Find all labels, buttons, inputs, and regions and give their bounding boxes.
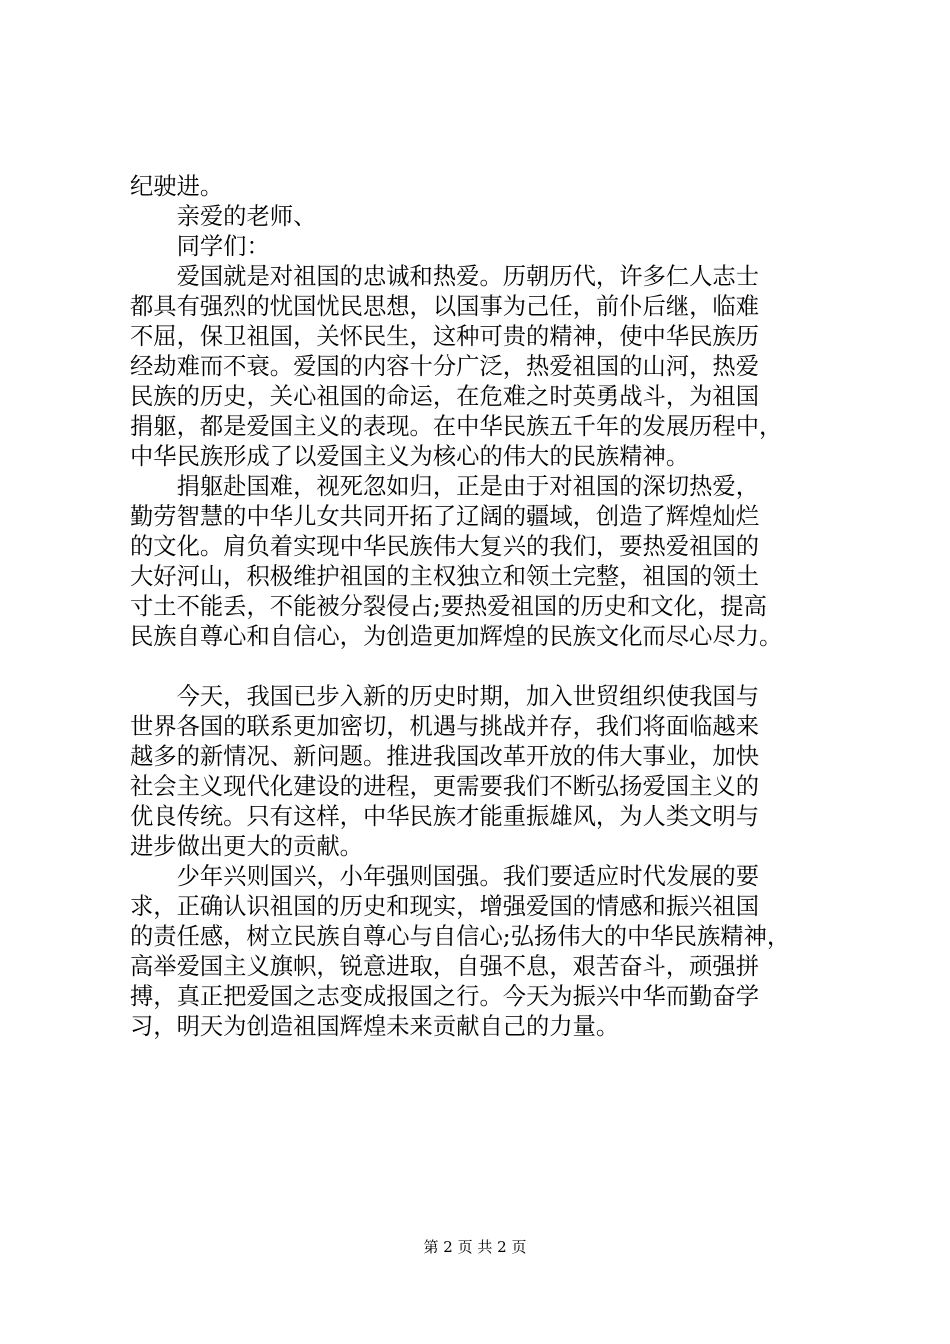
text-line: 捐躯赴国难，视死忽如归，正是由于对祖国的深切热爱， — [130, 473, 760, 500]
text-line: 的文化。肩负着实现中华民族伟大复兴的我们，要热爱祖国的 — [130, 533, 760, 560]
text-line: 中华民族形成了以爱国主义为核心的伟大的民族精神。 — [130, 443, 690, 470]
page-footer: 第 2 页 共 2 页 — [423, 1238, 527, 1256]
text-line: 进步做出更大的贡献。 — [130, 833, 363, 860]
text-line: 的责任感，树立民族自尊心与自信心;弘扬伟大的中华民族精神， — [130, 923, 791, 950]
text-line: 世界各国的联系更加密切，机遇与挑战并存，我们将面临越来 — [130, 713, 760, 740]
text-line: 少年兴则国兴，小年强则国强。我们要适应时代发展的要 — [130, 863, 760, 890]
blank-line — [130, 652, 830, 682]
text-line: 搏，真正把爱国之志变成报国之行。今天为振兴中华而勤奋学 — [130, 983, 760, 1010]
text-line: 捐躯，都是爱国主义的表现。在中华民族五千年的发展历程中， — [130, 413, 783, 440]
text-line: 爱国就是对祖国的忠诚和热爱。历朝历代，许多仁人志士 — [130, 263, 760, 290]
salutation-line: 同学们： — [130, 233, 270, 260]
text-line: 民族自尊心和自信心，为创造更加辉煌的民族文化而尽心尽力。 — [130, 623, 783, 650]
text-line: 习，明天为创造祖国辉煌未来贡献自己的力量。 — [130, 1013, 620, 1040]
text-line: 不屈，保卫祖国，关怀民生，这种可贵的精神，使中华民族历 — [130, 323, 760, 350]
salutation-line: 亲爱的老师、 — [130, 203, 317, 230]
text-line: 今天，我国已步入新的历史时期，加入世贸组织使我国与 — [130, 683, 760, 710]
text-line: 寸土不能丢，不能被分裂侵占;要热爱祖国的历史和文化，提高 — [130, 593, 767, 620]
text-line: 纪驶进。 — [130, 173, 224, 200]
text-line: 经劫难而不衰。爱国的内容十分广泛，热爱祖国的山河，热爱 — [130, 353, 760, 380]
text-line: 勤劳智慧的中华儿女共同开拓了辽阔的疆域，创造了辉煌灿烂 — [130, 503, 760, 530]
text-line: 高举爱国主义旗帜，锐意进取，自强不息，艰苦奋斗，顽强拼 — [130, 953, 760, 980]
text-line: 社会主义现代化建设的进程，更需要我们不断弘扬爱国主义的 — [130, 773, 760, 800]
text-line: 越多的新情况、新问题。推进我国改革开放的伟大事业，加快 — [130, 743, 760, 770]
text-line: 大好河山，积极维护祖国的主权独立和领土完整，祖国的领土 — [130, 563, 760, 590]
text-line: 民族的历史，关心祖国的命运，在危难之时英勇战斗，为祖国 — [130, 383, 760, 410]
document-body — [130, 172, 830, 1042]
text-line: 优良传统。只有这样，中华民族才能重振雄风，为人类文明与 — [130, 803, 760, 830]
text-line: 求，正确认识祖国的历史和现实，增强爱国的情感和振兴祖国 — [130, 893, 760, 920]
text-line: 都具有强烈的忧国忧民思想，以国事为己任，前仆后继，临难 — [130, 293, 760, 320]
